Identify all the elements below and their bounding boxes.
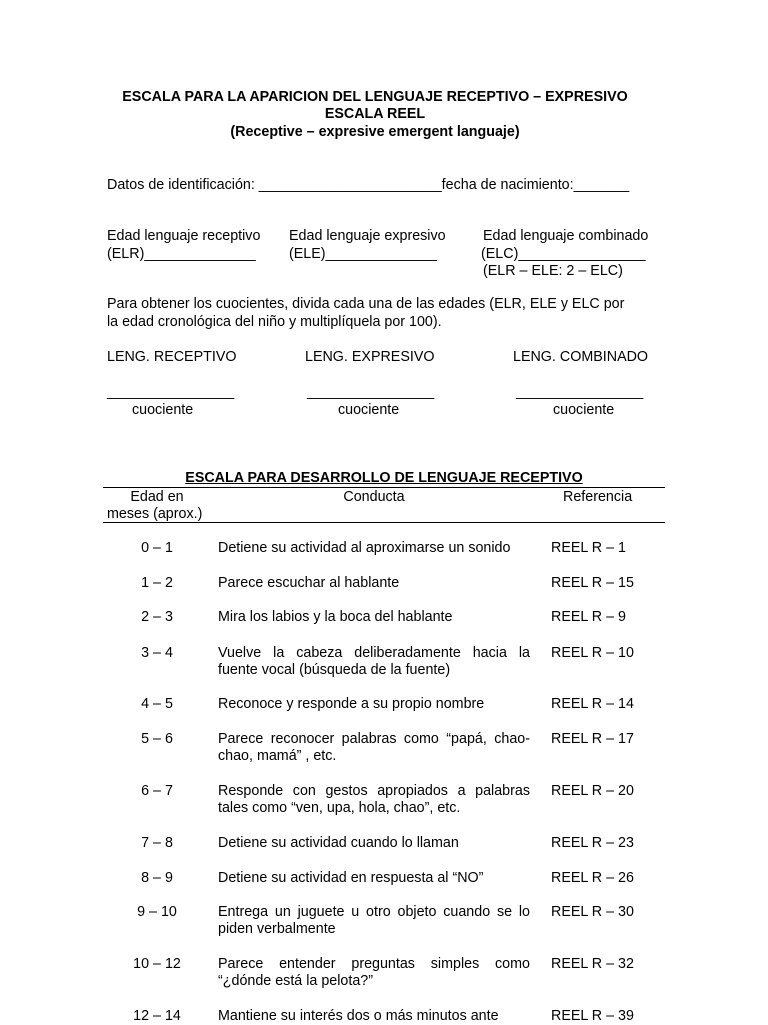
instructions-line-2: la edad cronológica del niño y multiplíquela por 100).	[107, 314, 442, 330]
table-top-rule	[103, 487, 665, 488]
identification-line: Datos de identificación: _______________________fecha de nacimiento:_______	[107, 177, 630, 193]
row-conduct: Responde con gestos apropiados a palabras tales como “ven, upa, hola, chao”, etc.	[218, 783, 530, 816]
receptive-age-label: Edad lenguaje receptivo	[107, 228, 261, 244]
row-reference: REEL R – 23	[551, 835, 634, 851]
row-conduct: Parece escuchar al hablante	[218, 575, 400, 591]
row-reference: REEL R – 17	[551, 731, 634, 747]
row-reference: REEL R – 1	[551, 540, 626, 556]
quotient-combined-caption: cuociente	[553, 402, 615, 418]
row-conduct: Mantiene su interés dos o más minutos ante	[218, 1008, 499, 1024]
instructions-line-1: Para obtener los cuocientes, divida cada una de las edades (ELR, ELE y ELC por	[107, 296, 625, 312]
column-header-age-line-1: Edad en	[130, 489, 184, 505]
row-reference: REEL R – 14	[551, 696, 634, 712]
row-reference: REEL R – 10	[551, 645, 634, 661]
row-age: 1 – 2	[141, 575, 173, 591]
table-title: ESCALA PARA DESARROLLO DE LENGUAJE RECEPTIVO	[185, 470, 583, 486]
row-conduct: Parece reconocer palabras como “papá, chao-chao, mamá” , etc.	[218, 731, 530, 764]
column-header-conduct: Conducta	[343, 489, 405, 505]
row-conduct: Reconoce y responde a su propio nombre	[218, 696, 485, 712]
quotient-receptive-label: LENG. RECEPTIVO	[107, 349, 237, 365]
expressive-age-label: Edad lenguaje expresivo	[289, 228, 446, 244]
row-age: 5 – 6	[141, 731, 173, 747]
column-header-age-line-2: meses (aprox.)	[107, 506, 203, 522]
document-title: ESCALA PARA LA APARICION DEL LENGUAJE RECEPTIVO – EXPRESIVO	[122, 89, 628, 105]
quotient-combined-blank: ________________	[516, 384, 644, 400]
quotient-expressive-label: LENG. EXPRESIVO	[305, 349, 435, 365]
row-age: 2 – 3	[141, 609, 173, 625]
row-reference: REEL R – 30	[551, 904, 634, 920]
document-english-subtitle: (Receptive – expresive emergent languaje)	[230, 124, 520, 140]
row-reference: REEL R – 15	[551, 575, 634, 591]
expressive-age-field: (ELE)______________	[289, 246, 437, 262]
row-reference: REEL R – 39	[551, 1008, 634, 1024]
row-conduct: Parece entender preguntas simples como “¿dónde está la pelota?”	[218, 956, 530, 989]
row-conduct: Vuelve la cabeza deliberadamente hacia la fuente vocal (búsqueda de la fuente)	[218, 645, 530, 678]
combined-age-field: (ELC)________________	[481, 246, 646, 262]
row-conduct: Detiene su actividad en respuesta al “NO”	[218, 870, 484, 886]
combined-age-label: Edad lenguaje combinado	[483, 228, 649, 244]
row-age: 9 – 10	[137, 904, 177, 920]
receptive-age-field: (ELR)______________	[107, 246, 256, 262]
quotient-expressive-caption: cuociente	[338, 402, 400, 418]
row-age: 7 – 8	[141, 835, 173, 851]
row-age: 4 – 5	[141, 696, 173, 712]
row-age: 10 – 12	[133, 956, 181, 972]
column-header-reference: Referencia	[563, 489, 633, 505]
combined-age-formula: (ELR – ELE: 2 – ELC)	[483, 263, 623, 279]
document-subtitle: ESCALA REEL	[324, 106, 426, 122]
table-header-rule	[103, 522, 665, 523]
row-age: 0 – 1	[141, 540, 173, 556]
quotient-combined-label: LENG. COMBINADO	[513, 349, 649, 365]
row-reference: REEL R – 32	[551, 956, 634, 972]
row-age: 6 – 7	[141, 783, 173, 799]
row-reference: REEL R – 20	[551, 783, 634, 799]
row-conduct: Detiene su actividad cuando lo llaman	[218, 835, 459, 851]
row-conduct: Entrega un juguete u otro objeto cuando se lo piden verbalmente	[218, 904, 530, 937]
row-reference: REEL R – 26	[551, 870, 634, 886]
quotient-expressive-blank: ________________	[307, 384, 435, 400]
row-age: 8 – 9	[141, 870, 173, 886]
row-age: 3 – 4	[141, 645, 173, 661]
row-age: 12 – 14	[133, 1008, 181, 1024]
row-conduct: Mira los labios y la boca del hablante	[218, 609, 453, 625]
quotient-receptive-caption: cuociente	[132, 402, 194, 418]
row-reference: REEL R – 9	[551, 609, 626, 625]
quotient-receptive-blank: ________________	[107, 384, 235, 400]
row-conduct: Detiene su actividad al aproximarse un sonido	[218, 540, 511, 556]
